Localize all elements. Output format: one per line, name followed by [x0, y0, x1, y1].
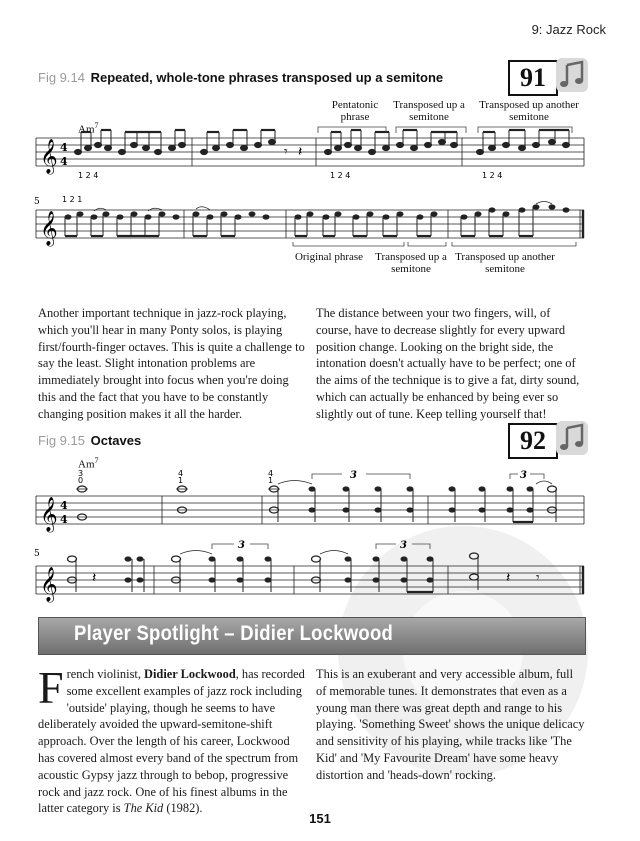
- music-notes-icon[interactable]: [555, 57, 589, 93]
- phrase-brackets: [316, 124, 576, 134]
- chord-symbol: Am$^7$: [78, 456, 99, 471]
- music-staff: [36, 540, 586, 602]
- svg-text:3: 3: [350, 470, 357, 481]
- album-title: The Kid: [123, 801, 164, 816]
- figure-number: Fig 9.15: [38, 433, 85, 448]
- body-paragraph-right: The distance between your two fingers, will, of course, have to decrease slightly for every upward position change. Looking on the bright side, the intonation doesn't actually have to be perfect; one of the aims of the technique is to give a fat, dirty sound, which can actually be enhanced by being ever so slightly out of tune. Keep telling yourself that!: [316, 306, 580, 421]
- figure-number: Fig 9.14: [38, 70, 85, 85]
- audio-track-number[interactable]: 91: [508, 60, 558, 96]
- svg-text:5: 5: [34, 549, 40, 559]
- svg-text:1 2 4: 1 2 4: [330, 171, 351, 180]
- svg-text:4: 4: [268, 469, 274, 478]
- figure-caption: [38, 70, 443, 85]
- artist-name: Didier Lockwood: [144, 667, 236, 681]
- svg-text:4: 4: [178, 469, 184, 478]
- svg-text:𝄞: 𝄞: [40, 139, 58, 174]
- svg-text:3: 3: [520, 470, 527, 481]
- music-staff: [34, 195, 586, 250]
- svg-text:3: 3: [238, 540, 245, 551]
- svg-text:4: 4: [60, 141, 68, 154]
- chord-symbol: Am$^7$: [78, 121, 99, 136]
- figure-title: Octaves: [90, 433, 142, 448]
- svg-text:5: 5: [34, 197, 40, 207]
- annotation-transposed-1: Transposed up a semitone: [393, 99, 465, 123]
- svg-text:𝄾: 𝄾: [536, 570, 540, 586]
- annotation-pentatonic: Pentatonic phrase: [331, 99, 379, 123]
- drop-cap: F: [38, 662, 64, 713]
- svg-text:4: 4: [60, 499, 68, 512]
- spotlight-title: Player Spotlight – Didier Lockwood: [74, 622, 394, 645]
- svg-text:4: 4: [60, 513, 68, 526]
- spotlight-paragraph-left: French violinist, Didier Lockwood, has recorded some excellent examples of jazz rock including 'outside' playing, though he seems to have deliberately avoided the upward-semitone-shift approach. Over the length of his career, Lockwood has covered almost every band of the spectrum from acoustic Gypsy jazz through to bebop, progressive rock and jazz rock. One of his finest albums in the latter category is The Kid (1982).: [38, 662, 305, 816]
- svg-text:𝄽: 𝄽: [506, 570, 511, 586]
- audio-track-number[interactable]: 92: [508, 423, 558, 459]
- svg-text:3: 3: [78, 469, 84, 478]
- chapter-header: 9: Jazz Rock: [531, 22, 606, 37]
- svg-text:1: 1: [268, 476, 274, 485]
- figure-title: Repeated, whole-tone phrases transposed up a semitone: [90, 70, 444, 85]
- svg-text:𝄽: 𝄽: [92, 570, 97, 586]
- annotation-transposed-2: Transposed up another semitone: [479, 99, 579, 123]
- svg-text:𝄞: 𝄞: [40, 567, 58, 602]
- svg-text:𝄞: 𝄞: [40, 497, 58, 532]
- music-staff: [36, 469, 586, 532]
- svg-text:𝄽: 𝄽: [298, 144, 303, 160]
- svg-text:1 2 4: 1 2 4: [78, 171, 99, 180]
- svg-text:0: 0: [78, 476, 84, 485]
- figure-caption: [38, 433, 141, 448]
- spotlight-paragraph-right: This is an exuberant and very accessible album, full of memorable tunes. It demonstrates that even as a young man there was great depth and range to his playing. 'Something Sweet' shows the unique delicacy and sensitivity of his playing, while tracks like 'The Kid' and 'My Favourite Dream' have some heavy distortion and 'heads-down' rocking.: [316, 667, 585, 782]
- body-paragraph-left: Another important technique in jazz-rock playing, which you'll hear in many Ponty solos, is playing first/fourth-finger octaves. This is quite a challenge to say the least. Slight intonation problems are immediately brought into focus when you're doing this and the fact that you have to be constantly changing position makes it all the harder.: [38, 306, 305, 421]
- page-number: 151: [309, 811, 331, 826]
- svg-text:𝄞: 𝄞: [40, 211, 58, 246]
- svg-text:1: 1: [178, 476, 184, 485]
- svg-text:3: 3: [400, 540, 407, 551]
- svg-text:1 2 4: 1 2 4: [482, 171, 503, 180]
- annotation-transposed-2b: Transposed up another semitone: [455, 251, 555, 275]
- svg-text:4: 4: [60, 155, 68, 168]
- annotation-transposed-1b: Transposed up a semitone: [375, 251, 447, 275]
- music-staff: [36, 128, 586, 184]
- music-notes-icon[interactable]: [555, 420, 589, 456]
- svg-text:1 2 1: 1 2 1: [62, 195, 83, 204]
- annotation-original: Original phrase: [294, 251, 364, 263]
- svg-text:𝄾: 𝄾: [284, 144, 288, 160]
